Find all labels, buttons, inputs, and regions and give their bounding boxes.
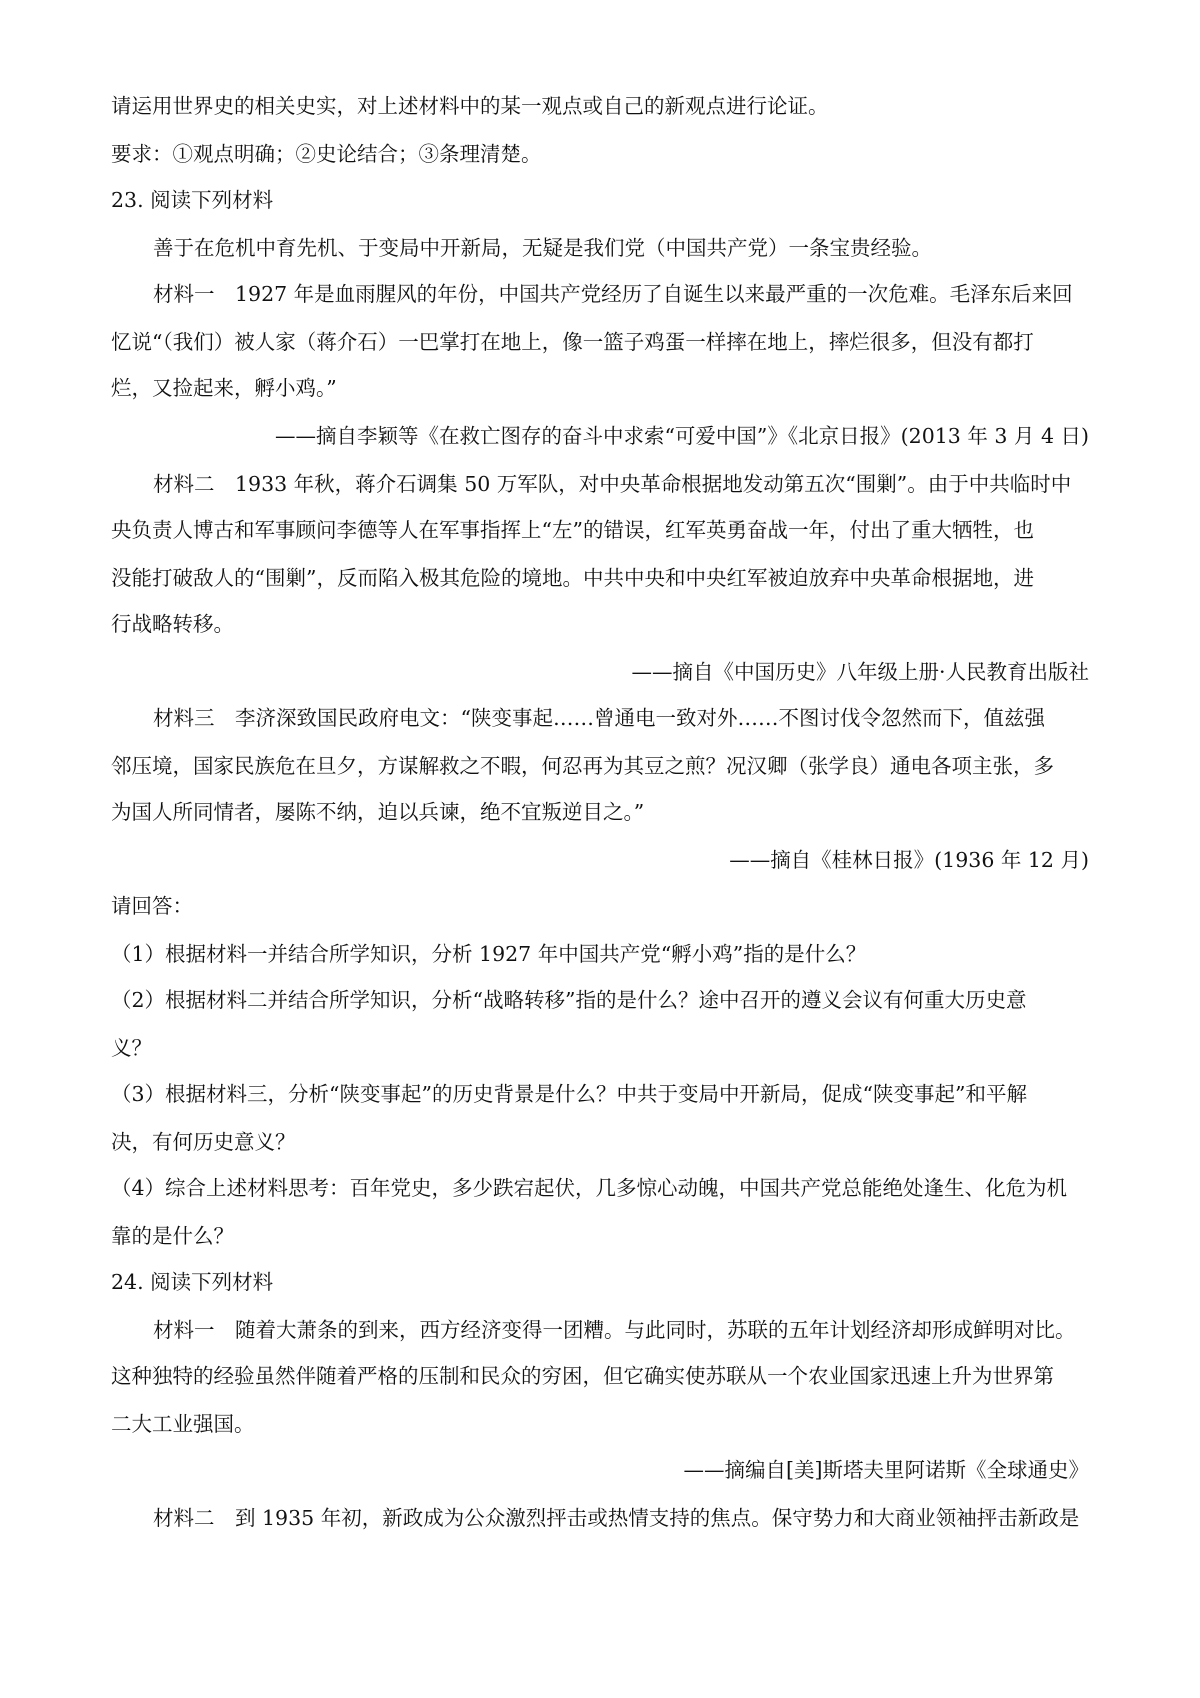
q23-question-line: （2）根据材料二并结合所学知识，分析“战略转移”指的是什么？途中召开的遵义会议有何重大历史意 [111, 988, 1027, 1012]
q23-material-3-line: 材料三 李济深致国民政府电文：“陕变事起……曾通电一致对外……不图讨伐令忽然而下，值兹强 [153, 706, 1045, 730]
q24-material-1-line: 这种独特的经验虽然伴随着严格的压制和民众的穷困，但它确实使苏联从一个农业国家迅速上升为世界第 [111, 1364, 1054, 1388]
q23-material-3-source: ——摘自《桂林日报》(1936 年 12 月) [729, 848, 1089, 872]
q23-material-2-line: 材料二 1933 年秋，蒋介石调集 50 万军队，对中央革命根据地发动第五次“围剿”。由于中共临时中 [153, 472, 1072, 496]
q23-material-2-source: ——摘自《中国历史》八年级上册·人民教育出版社 [631, 660, 1089, 684]
q24-heading: 24. 阅读下列材料 [111, 1270, 274, 1294]
q24-material-2-line: 材料二 到 1935 年初，新政成为公众激烈抨击或热情支持的焦点。保守势力和大商业领袖抨击新政是 [153, 1506, 1080, 1530]
q24-material-1-source: ——摘编自[美]斯塔夫里阿诺斯《全球通史》 [683, 1458, 1089, 1482]
intro-line-1: 请运用世界史的相关史实，对上述材料中的某一观点或自己的新观点进行论证。 [111, 94, 829, 118]
q23-material-2-line: 行战略转移。 [111, 612, 234, 636]
q23-question-line: 靠的是什么？ [111, 1224, 234, 1248]
q23-material-1-source: ——摘自李颖等《在救亡图存的奋斗中求索“可爱中国”》《北京日报》(2013 年 3 月 4 日) [274, 424, 1089, 448]
q23-question-line: 义？ [111, 1036, 152, 1060]
q23-answer-prompt: 请回答： [111, 894, 193, 918]
q23-material-2-line: 没能打破敌人的“围剿”，反而陷入极其危险的境地。中共中央和中央红军被迫放弃中央革命根据地，进 [111, 566, 1034, 590]
q24-material-1-line: 材料一 随着大萧条的到来，西方经济变得一团糟。与此同时，苏联的五年计划经济却形成鲜明对比。 [153, 1318, 1076, 1342]
q23-question-line: （4）综合上述材料思考：百年党史，多少跌宕起伏，几多惊心动魄，中国共产党总能绝处逢生、化危为机 [111, 1176, 1068, 1200]
q23-material-1-line: 材料一 1927 年是血雨腥风的年份，中国共产党经历了自诞生以来最严重的一次危难。毛泽东后来回 [153, 282, 1073, 306]
q23-question-line: （1）根据材料一并结合所学知识，分析 1927 年中国共产党“孵小鸡”指的是什么？ [111, 942, 867, 966]
q23-question-line: 决，有何历史意义？ [111, 1130, 296, 1154]
intro-requirements: 要求：①观点明确；②史论结合；③条理清楚。 [111, 142, 542, 166]
q24-material-1-line: 二大工业强国。 [111, 1412, 255, 1436]
q23-material-2-line: 央负责人博古和军事顾问李德等人在军事指挥上“左”的错误，红军英勇奋战一年，付出了重大牺牲，也 [111, 518, 1034, 542]
q23-material-1-line: 忆说“（我们）被人家（蒋介石）一巴掌打在地上，像一篮子鸡蛋一样摔在地上，摔烂很多，但没有都打 [111, 330, 1034, 354]
q23-material-3-line: 为国人所同情者，屡陈不纳，迫以兵谏，绝不宜叛逆目之。” [111, 800, 645, 824]
q23-heading: 23. 阅读下列材料 [111, 188, 274, 212]
q23-material-1-line: 烂，又捡起来，孵小鸡。” [111, 376, 337, 400]
q23-question-line: （3）根据材料三，分析“陕变事起”的历史背景是什么？中共于变局中开新局，促成“陕变事起”和平解 [111, 1082, 1027, 1106]
q23-material-3-line: 邻压境，国家民族危在旦夕，方谋解救之不暇，何忍再为其豆之煎？况汉卿（张学良）通电各项主张，多 [111, 754, 1054, 778]
q23-lead: 善于在危机中育先机、于变局中开新局，无疑是我们党（中国共产党）一条宝贵经验。 [153, 236, 932, 260]
